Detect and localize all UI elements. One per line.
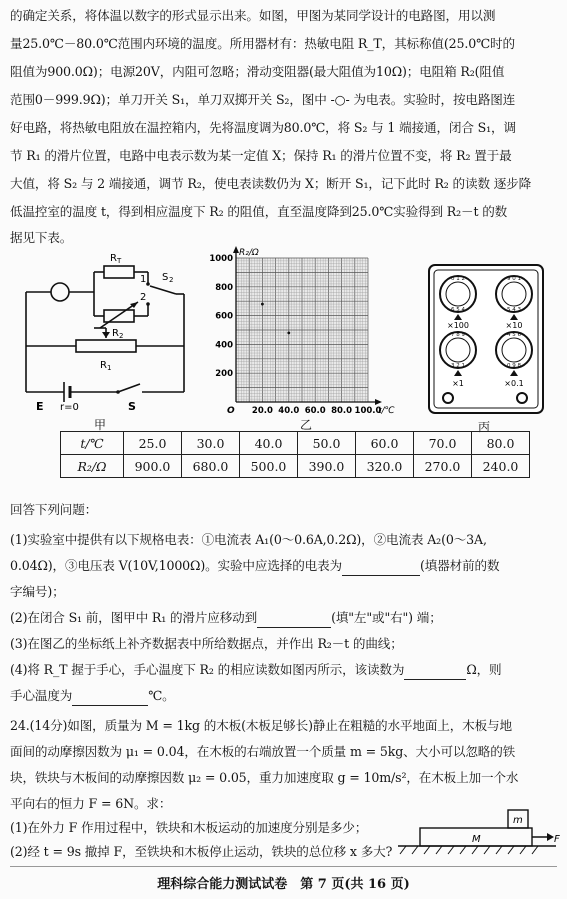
table-cell: 70.0 [414,432,472,455]
x-tick-label: 40.0 [278,406,300,416]
table-cell: 270.0 [414,455,472,478]
x-tick-label: 100.0 [354,406,382,416]
data-table [60,431,530,478]
svg-text:9 0 1: 9 0 1 [507,276,521,282]
label-s: S [128,400,136,413]
label-rt: R [110,253,117,264]
y-tick-label: 600 [215,311,233,322]
answer-intro: 回答下列问题： [10,502,98,517]
table-cell: 30.0 [182,432,240,455]
multiplier-10: ×10 [505,321,523,330]
caption-fig-c: 丙 [478,420,491,434]
table-row [61,432,530,455]
question-4-line-b [10,686,560,706]
resistance-box [428,264,544,414]
x-axis-arrow [375,399,382,405]
label-r2: R [112,328,119,339]
y-tick-label: 1000 [209,254,233,264]
svg-text:0 9 8: 0 9 8 [507,363,521,369]
y-tick-label: 200 [215,369,233,380]
question-1-line-b [10,556,560,576]
table-header-r2: R₂/Ω [61,455,124,478]
x-tick-label: 60.0 [304,406,326,416]
question-3-line: (3)在图乙的坐标纸上补齐数据表中所给数据点，并作出 R₂－t 的曲线； [10,636,403,651]
label-s2: S [162,272,169,283]
circuit-diagram [14,244,194,422]
table-cell: 900.0 [124,455,182,478]
answer-blank-1[interactable] [342,561,420,576]
intro-line: 据见下表。 [10,230,73,245]
intro-line: 大值，将 S₂ 与 2 端接通，调节 R₂，使电表读数仍为 X；断开 S₁，记下此时 R₂ 的读数 逐步降 [10,176,532,191]
figures-row [0,244,567,434]
table-cell: 40.0 [240,432,298,455]
label-r2-sub: 2 [119,332,124,340]
svg-text:0 1 2: 0 1 2 [451,276,465,282]
problem-24-line: 24.(14分)如图，质量为 M = 1kg 的木板(木板足够长)静止在粗糙的水平地面上，木板与地 [10,718,512,733]
intro-line: 量25.0℃－80.0℃范围内环境的温度。所用器材有：热敏电阻 R_T，其标称值(25.0℃时的 [10,36,515,51]
intro-line: 阻值为900.0Ω)；电源20V，内阻可忽略；滑动变阻器(最大阻值为10Ω)；电阻箱 R₂(阻值 [10,64,505,79]
table-cell: 320.0 [356,455,414,478]
question-2-text-tail: (填"左"或"右") 端； [331,610,442,625]
problem-24-line: 块，铁块与木板间的动摩擦因数 μ₂ = 0.05，重力加速度取 g = 10m/s²，在木板上加一个水 [10,770,519,785]
question-4-line-a [10,660,560,680]
y-axis-label: R₂/Ω [239,248,259,258]
label-e: E [36,400,44,413]
multiplier-0-1: ×0.1 [504,379,524,388]
label-r0: r=0 [60,402,79,413]
answer-blank-4a[interactable] [404,665,466,680]
answer-blank-2[interactable] [257,613,331,628]
problem-24-line: 平向右的恒力 F = 6N。求： [10,796,172,811]
question-2-line [10,608,560,628]
r2-t-chart [204,244,404,430]
label-big-m: M [472,834,481,845]
caption-fig-a: 甲 [94,418,107,432]
intro-line: 低温控室的温度 t，得到相应温度下 R₂ 的阻值，直至温度降到25.0℃实验得到 R₂－t 的数 [10,204,508,219]
caption-fig-b: 乙 [300,418,313,432]
multiplier-1: ×1 [452,379,464,388]
board-block-figure [396,800,562,862]
label-s2-sub: 2 [169,276,174,284]
intro-line: 的确定关系，将体温以数字的形式显示出来。如图，甲图为某同学设计的电路图，用以测 [10,8,496,23]
table-header-t: t/℃ [61,432,124,455]
label-pos1: 1 [140,274,147,285]
question-1-text: 0.04Ω)，③电压表 V(10V,1000Ω)。实验中应选择的电表为 [10,558,342,573]
y-tick-label: 400 [215,340,233,351]
label-m: m [513,815,523,826]
table-cell: 390.0 [298,455,356,478]
x-axis-label: t/℃ [378,406,395,416]
intro-line: 好电路，将热敏电阻放在温控箱内，先将温度调为80.0℃，将 S₂ 与 1 端接通，闭合 S₁，调 [10,120,516,135]
intro-line: 节 R₁ 的滑片位置，电路中电表示数为某一定值 X；保持 R₁ 的滑片位置不变，将 R₂ 置于最 [10,148,512,163]
label-r1-sub: 1 [107,364,112,372]
multiplier-100: ×100 [447,321,469,330]
problem-24-sub-1: (1)在外力 F 作用过程中，铁块和木板运动的加速度分别是多少； [10,820,368,835]
problem-24-sub-2: (2)经 t = 9s 撤掉 F，至铁块和木板停止运动，铁块的总位移 x 多大? [10,844,393,859]
origin-label: O [227,406,235,416]
svg-text:4 5 6: 4 5 6 [507,332,521,338]
svg-text:3 2 1: 3 2 1 [451,363,465,369]
question-4-text: (4)将 R_T 握于手心，手心温度下 R₂ 的相应读数如图丙所示，该读数为 [10,662,405,677]
label-r1: R [100,360,107,371]
label-pos2: 2 [140,292,147,303]
table-cell: 80.0 [472,432,530,455]
question-1-text-tail: (填器材前的数 [419,558,500,573]
svg-text:7 8 9: 7 8 9 [451,332,465,338]
data-point [261,303,264,306]
data-point [287,331,290,334]
intro-line: 范围0－999.9Ω)；单刀开关 S₁，单刀双掷开关 S₂，图中 -○- 为电表。实验时，按电路图连 [10,92,516,107]
question-4-text-tail: Ω，则 [466,662,502,677]
table-cell: 500.0 [240,455,298,478]
table-cell: 25.0 [124,432,182,455]
problem-24-line: 面间的动摩擦因数为 μ₁ = 0.04，在木板的右端放置一个质量 m = 5kg、大小可以忽略的铁 [10,744,516,759]
question-4b-text: 手心温度为 [10,688,73,703]
table-cell: 60.0 [356,432,414,455]
label-f: F [554,834,560,845]
table-cell: 680.0 [182,455,240,478]
question-1-line-a: (1)实验室中提供有以下规格电表：①电流表 A₁(0～0.6A,0.2Ω)，②电流表 A₂(0～3A, [10,532,487,547]
page-footer: 理科综合能力测试试卷 第 7 页(共 16 页) [157,877,410,892]
footer-rule [10,866,557,867]
x-tick-label: 20.0 [251,406,273,416]
label-rt-sub: T [117,257,122,265]
answer-blank-4b[interactable] [72,691,148,706]
table-cell: 240.0 [472,455,530,478]
question-2-text: (2)在闭合 S₁ 前，图甲中 R₁ 的滑片应移动到 [10,610,258,625]
table-cell: 50.0 [298,432,356,455]
question-4b-text-tail: ℃。 [148,688,175,703]
x-tick-label: 80.0 [331,406,353,416]
question-1-line-c: 字编号)； [10,584,65,599]
svg-text:6 5 4: 6 5 4 [451,307,465,313]
y-tick-label: 800 [215,282,233,293]
table-row [61,455,530,478]
svg-text:5 4 3: 5 4 3 [507,307,521,313]
